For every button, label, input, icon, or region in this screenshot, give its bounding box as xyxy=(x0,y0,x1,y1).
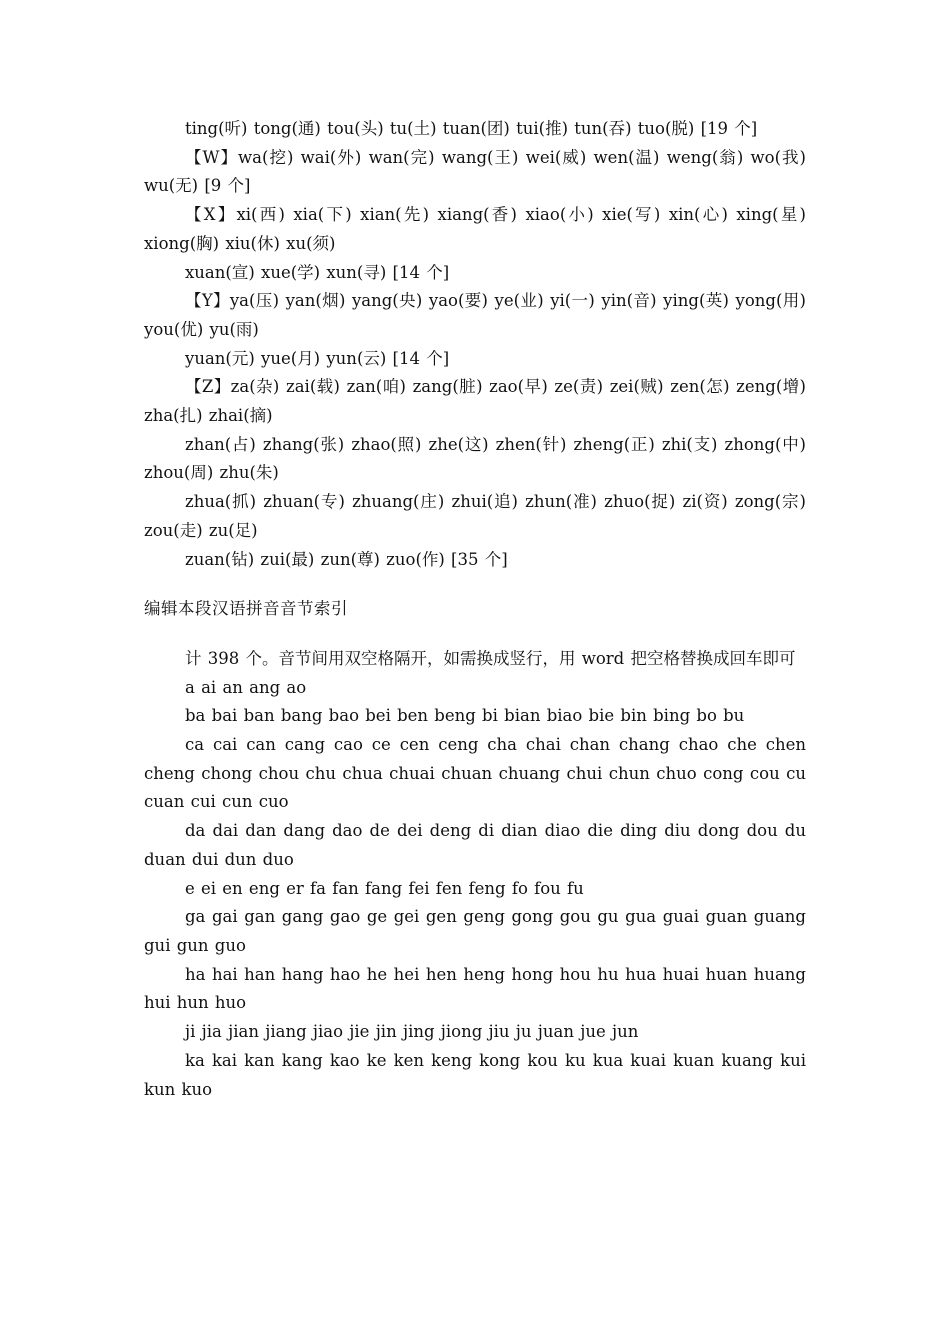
paragraph-a-index: a ai an ang ao xyxy=(185,677,307,697)
paragraph-zh-syllables: zhan(占) zhang(张) zhao(照) zhe(这) zhen(针) zheng(正) zhi(支) zhong(中) zhou(周) zhu(朱) xyxy=(144,434,806,483)
paragraph-b-index: ba bai ban bang bao bei ben beng bi bian biao bie bin bing bo bu xyxy=(185,706,745,726)
paragraph-z-syllables: 【Z】za(杂) zai(载) zan(咱) zang(脏) zao(早) ze(责) zei(贼) zen(怎) zeng(增) zha(扎) zhai(摘) xyxy=(144,377,806,426)
document-page xyxy=(144,115,806,1104)
paragraph-e-f-index: e ei en eng er fa fan fang fei fen feng fo fou fu xyxy=(185,878,584,898)
paragraph-y-syllables-cont: yuan(元) yue(月) yun(云) [14 个] xyxy=(185,348,450,368)
paragraph-g-index: ga gai gan gang gao ge gei gen geng gong gou gu gua guai guan guang gui gun guo xyxy=(144,907,806,955)
paragraph-intro: 计 398 个。音节间用双空格隔开，如需换成竖行，用 word 把空格替换成回车即可 xyxy=(185,648,796,668)
paragraph-zu-syllables: zuan(钻) zui(最) zun(尊) zuo(作) [35 个] xyxy=(185,549,508,569)
paragraph-d-index: da dai dan dang dao de dei deng di dian diao die ding diu dong dou du duan dui dun duo xyxy=(144,821,806,869)
section-title: 编辑本段汉语拼音音节索引 xyxy=(144,599,348,619)
paragraph-x-syllables-cont: xuan(宣) xue(学) xun(寻) [14 个] xyxy=(185,262,450,282)
paragraph-x-syllables: 【X】xi(西) xia(下) xian(先) xiang(香) xiao(小) xie(写) xin(心) xing(星) xiong(胸) xiu(休) xu(须) xyxy=(144,205,806,253)
paragraph-j-index: ji jia jian jiang jiao jie jin jing jiong jiu ju juan jue jun xyxy=(185,1022,639,1042)
paragraph-t-syllables: ting(听) tong(通) tou(头) tu(土) tuan(团) tui(推) tun(吞) tuo(脱) [19 个] xyxy=(185,119,758,138)
paragraph-zhu-syllables: zhua(抓) zhuan(专) zhuang(庄) zhui(追) zhun(准) zhuo(捉) zi(资) zong(宗) zou(走) zu(足) xyxy=(144,492,806,540)
paragraph-h-index: ha hai han hang hao he hei hen heng hong hou hu hua huai huan huang hui hun huo xyxy=(144,964,806,1013)
paragraph-w-syllables: 【W】wa(挖) wai(外) wan(完) wang(王) wei(威) wen(温) weng(翁) wo(我) wu(无) [9 个] xyxy=(144,147,806,196)
paragraph-c-index: ca cai can cang cao ce cen ceng cha chai chan chang chao che chen cheng chong chou chu chua chuai chuan chuang chui chun chuo cong cou cu cuan cui cun cuo xyxy=(144,735,806,812)
paragraph-k-index: ka kai kan kang kao ke ken keng kong kou ku kua kuai kuan kuang kui kun kuo xyxy=(144,1050,806,1099)
paragraph-y-syllables: 【Y】ya(压) yan(烟) yang(央) yao(要) ye(业) yi(一) yin(音) ying(英) yong(用) you(优) yu(雨) xyxy=(144,291,806,339)
